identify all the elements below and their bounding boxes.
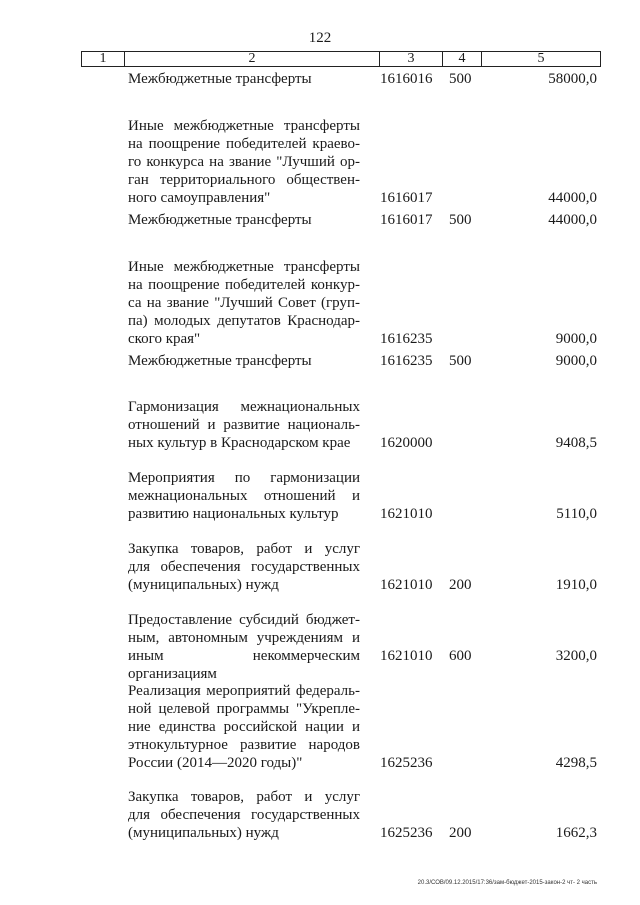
- row-code: 1621010: [380, 648, 433, 664]
- row-amount: 58000,0: [548, 71, 597, 87]
- description-line: для обеспечения государственных: [128, 559, 360, 575]
- row-amount: 44000,0: [548, 190, 597, 206]
- row-description: [128, 469, 360, 523]
- row-expense-type: 200: [449, 577, 472, 593]
- row-description: [128, 211, 360, 229]
- row-amount: 9000,0: [555, 331, 597, 347]
- page-number: 122: [308, 30, 332, 46]
- row-code: 1625236: [380, 755, 433, 771]
- description-line: развитию национальных культур: [128, 506, 339, 522]
- table-row: [0, 211, 640, 229]
- row-code: 1616235: [380, 353, 433, 369]
- row-code: 1621010: [380, 506, 433, 522]
- row-code: 1621010: [380, 577, 433, 593]
- description-line: Иные межбюджетные трансферты: [128, 118, 360, 134]
- row-description: [128, 70, 360, 88]
- description-line: этнокультурное развитие народов: [128, 737, 360, 753]
- row-code: 1616016: [380, 71, 433, 87]
- row-description: [128, 788, 360, 842]
- row-description: [128, 258, 360, 348]
- description-line: са на звание "Лучший Совет (груп-: [128, 295, 360, 311]
- table-row: [0, 788, 640, 842]
- description-line: отношений и развитие националь-: [128, 417, 360, 433]
- table-row: [0, 682, 640, 772]
- description-line: для обеспечения государственных: [128, 807, 360, 823]
- description-line: ного самоуправления": [128, 190, 271, 206]
- description-line: Мероприятия по гармонизации: [128, 470, 360, 486]
- table-row: [0, 540, 640, 594]
- row-code: 1616235: [380, 331, 433, 347]
- table-row: [0, 70, 640, 88]
- column-number-5: 5: [482, 52, 601, 67]
- description-line: ной целевой программы "Укрепле-: [128, 701, 360, 717]
- row-amount: 5110,0: [556, 506, 597, 522]
- table-row: [0, 117, 640, 207]
- row-amount: 9408,5: [555, 435, 597, 451]
- row-expense-type: 500: [449, 212, 472, 228]
- row-description: [128, 682, 360, 772]
- row-description: [128, 398, 360, 452]
- footer-file-stamp: 20.3/СОВ/09.12.2015/17:36/зам-бюджет-2015-закон-2 чт- 2 часть: [417, 880, 597, 886]
- row-expense-type: 500: [449, 71, 472, 87]
- description-line: ган территориального обществен-: [128, 172, 360, 188]
- description-line: Межбюджетные трансферты: [128, 212, 312, 228]
- description-line: России (2014—2020 годы)": [128, 755, 303, 771]
- column-number-1: 1: [82, 52, 125, 67]
- row-amount: 44000,0: [548, 212, 597, 228]
- column-number-3: 3: [380, 52, 443, 67]
- table-row: [0, 611, 640, 682]
- row-amount: 1662,3: [555, 825, 597, 841]
- row-description: [128, 540, 360, 594]
- row-amount: 3200,0: [555, 648, 597, 664]
- description-line: Реализация мероприятий федераль-: [128, 683, 360, 699]
- description-line: (муниципальных) нужд: [128, 577, 279, 593]
- table-row: [0, 469, 640, 523]
- description-line: Гармонизация межнациональных: [128, 399, 360, 415]
- row-expense-type: 500: [449, 353, 472, 369]
- description-line: Межбюджетные трансферты: [128, 353, 312, 369]
- row-code: 1616017: [380, 190, 433, 206]
- table-row: [0, 398, 640, 452]
- description-line: межнациональных отношений и: [128, 488, 360, 504]
- row-code: 1616017: [380, 212, 433, 228]
- row-amount: 1910,0: [555, 577, 597, 593]
- row-expense-type: 200: [449, 825, 472, 841]
- description-line: Закупка товаров, работ и услуг: [128, 541, 360, 557]
- description-line: Закупка товаров, работ и услуг: [128, 789, 360, 805]
- description-line: Предоставление субсидий бюджет-: [128, 612, 360, 628]
- column-number-2: 2: [125, 52, 380, 67]
- column-number-row: [81, 51, 601, 67]
- description-line: на поощрение победителей краево-: [128, 136, 360, 152]
- row-code: 1625236: [380, 825, 433, 841]
- description-line: (муниципальных) нужд: [128, 825, 279, 841]
- row-amount: 4298,5: [555, 755, 597, 771]
- row-description: [128, 117, 360, 207]
- row-code: 1620000: [380, 435, 433, 451]
- description-line: на поощрение победителей конкур-: [128, 277, 360, 293]
- description-line: иным некоммерческим организациям: [128, 648, 360, 682]
- description-line: ского края": [128, 331, 201, 347]
- description-line: Иные межбюджетные трансферты: [128, 259, 360, 275]
- description-line: ным, автономным учреждениям и: [128, 630, 360, 646]
- row-expense-type: 600: [449, 648, 472, 664]
- row-description: [128, 611, 360, 683]
- column-number-4: 4: [443, 52, 482, 67]
- table-row: [0, 352, 640, 370]
- description-line: Межбюджетные трансферты: [128, 71, 312, 87]
- description-line: па) молодых депутатов Краснодар-: [128, 313, 360, 329]
- description-line: ние единства российской нации и: [128, 719, 360, 735]
- row-amount: 9000,0: [555, 353, 597, 369]
- description-line: ных культур в Краснодарском крае: [128, 435, 351, 451]
- description-line: го конкурса на звание "Лучший ор-: [128, 154, 360, 170]
- row-description: [128, 352, 360, 370]
- table-row: [0, 258, 640, 348]
